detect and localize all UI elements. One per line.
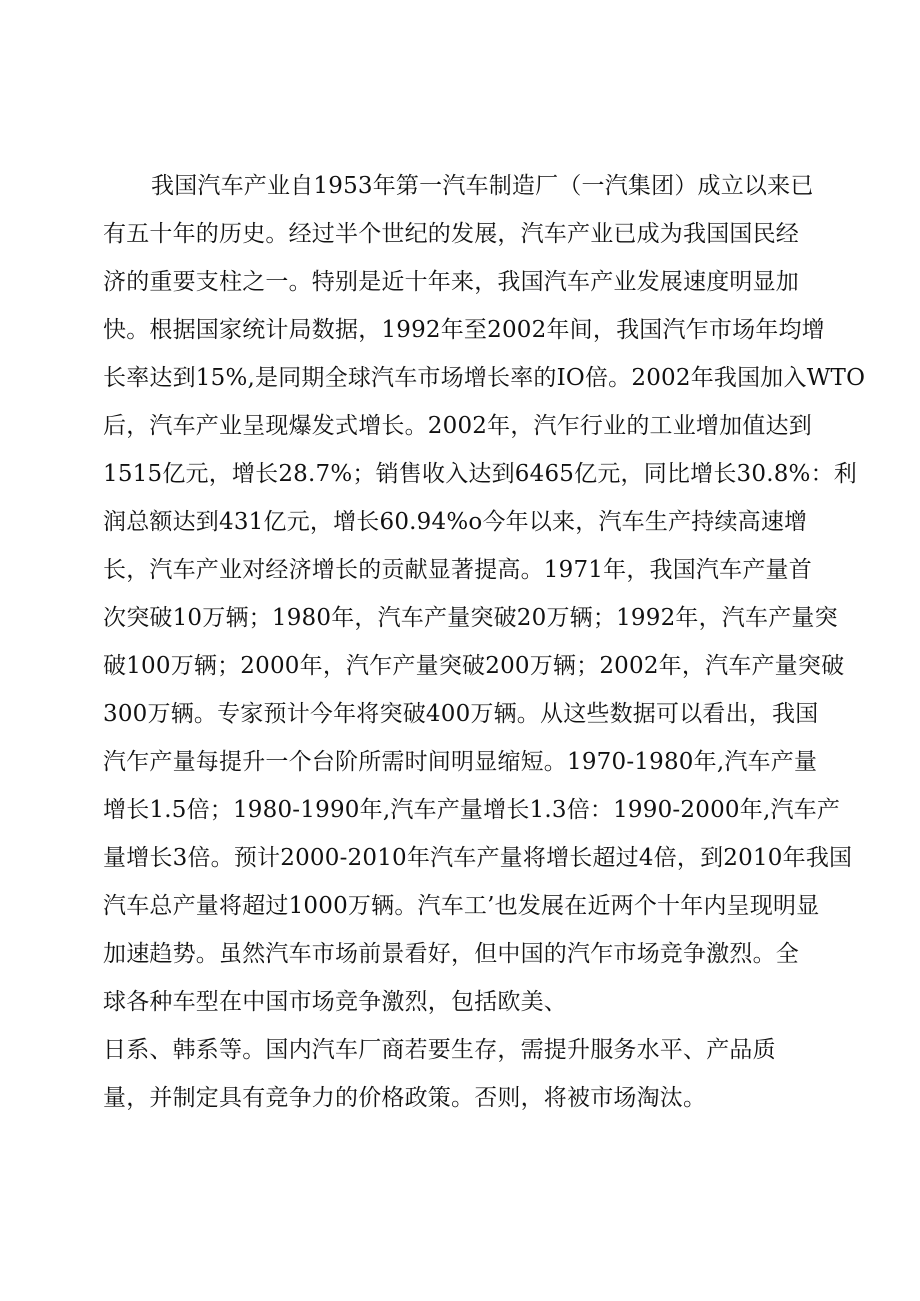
text-line-20: 量，并制定具有竞争力的价格政策。否则，将被市场淘汰。 — [103, 1085, 707, 1111]
text-line-13: 汽乍产量每提升一个台阶所需时间明显缩短。1970-1980年,汽车产量 — [103, 749, 818, 775]
text-line-17: 加速趋势。虽然汽车市场前景看好，但中国的汽乍市场竞争激烈。全 — [103, 941, 799, 967]
text-line-5: 长率达到15%,是同期全球汽车市场增长率的IO倍。2002年我国加入WTO — [103, 365, 866, 391]
text-line-16: 汽车总产量将超过1000万辆。汽车工’也发展在近两个十年内呈现明显 — [103, 893, 820, 919]
text-line-14: 增长1.5倍；1980-1990年,汽车产量增长1.3倍：1990-2000年,汽车产 — [103, 797, 841, 823]
text-line-19: 日系、韩系等。国内汽车厂商若要生存，需提升服务水平、产品质 — [103, 1037, 776, 1063]
text-line-6: 后，汽车产业呈现爆发式增长。2002年，汽乍行业的工业增加值达到 — [103, 413, 812, 439]
text-line-11: 破100万辆；2000年，汽乍产量突破200万辆；2002年，汽车产量突破 — [103, 653, 845, 679]
text-line-4: 快。根据国家统计局数据，1992年至2002年间，我国汽乍市场年均增 — [103, 317, 825, 343]
text-line-15: 量增长3倍。预计2000-2010年汽车产量将增长超过4倍，到2010年我国 — [103, 845, 853, 871]
text-line-12: 300万辆。专家预计今年将突破400万辆。从这些数据可以看出，我国 — [103, 701, 819, 727]
text-line-2: 有五十年的历史。经过半个世纪的发展，汽车产业已成为我国国民经 — [103, 221, 799, 247]
text-line-1: 我国汽车产业自1953年第一汽车制造厂（一汽集团）成立以来已 — [151, 173, 814, 199]
text-line-3: 济的重要支柱之一。特别是近十年来，我国汽车产业发展速度明显加 — [103, 269, 799, 295]
text-line-10: 次突破10万辆；1980年，汽车产量突破20万辆；1992年，汽车产量突 — [103, 605, 838, 631]
text-line-9: 长，汽车产业对经济增长的贡献显著提高。1971年，我国汽车产量首 — [103, 557, 812, 583]
text-line-7: 1515亿元，增长28.7%；销售收入达到6465亿元，同比增长30.8%：利 — [103, 461, 857, 487]
text-line-18: 球各种车型在中国市场竞争激烈，包括欧美、 — [103, 989, 567, 1015]
text-line-8: 润总额达到431亿元，增长60.94%o今年以来，汽车生产持续高速增 — [103, 509, 808, 535]
